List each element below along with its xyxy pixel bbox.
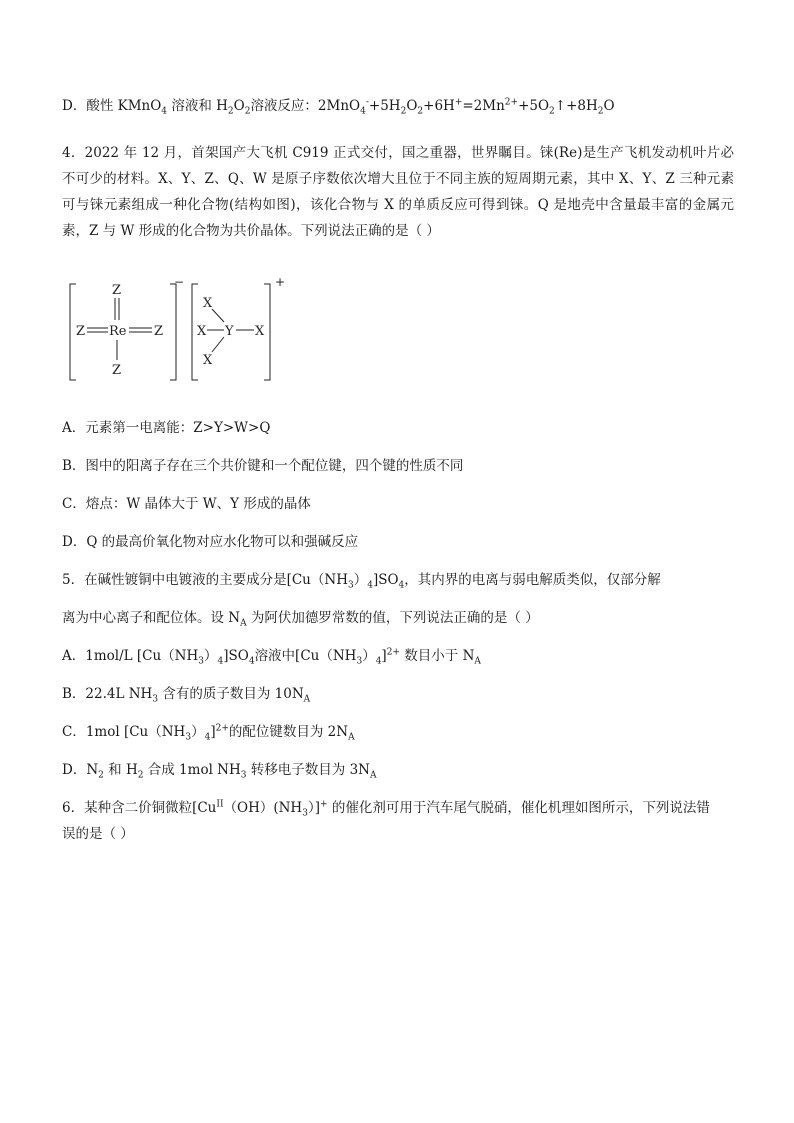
z-bottom: Z [112, 363, 122, 378]
re-center: Re [109, 324, 127, 339]
x-right: X [255, 324, 265, 339]
x-left: X [197, 324, 207, 339]
cation-charge: + [275, 275, 286, 289]
q5-option-c: C．1mol $[Cu(NH_3)_4]^{2+}$的配位键数目为 $2N_A$ [62, 723, 355, 743]
q5-option-a: A．1mol/L $[Cu(NH_3)_4]SO_4$溶液中$[Cu(NH_3)_4]^{2+}$ 数目小于 $N_A$ [62, 647, 481, 667]
y-center: Y [225, 324, 234, 339]
x-bottom: X [203, 353, 213, 368]
q5-option-b: B．22.4L $NH_3$ 含有的质子数目为 $10N_A$ [62, 686, 311, 705]
z-right: Z [154, 324, 164, 339]
z-top: Z [112, 283, 122, 298]
bond-xy-top [212, 309, 224, 322]
q6-stem-line2: 误的是（ ） [62, 826, 134, 842]
anion-bracket-right [170, 284, 176, 380]
q5-stem-line2: 离为中心离子和配位体。设 $N_A$ 为阿伏加德罗常数的值，下列说法正确的是（ ） [62, 610, 539, 629]
q4-stem: 4．2022 年 12 月，首架国产大飞机 C919 正式交付，国之重器，世界瞩目。铼(Re)是生产飞机发动机叶片必不可少的材料。X、Y、Z、Q、W 是原子序数依次增大且位于不同主族的短周期元素，其中 X、Y、Z 三种元素可与铼元素组成一种化合物(结构如图)，该化合物与 X 的单质反应可得到铼。Q 是地壳中含量最丰富的金属元素，Z 与 W 形成的化合物为共价晶体。下列说法正确的是（ ） [62, 145, 734, 239]
q4-option-a: A．元素第一电离能：Z>Y>W>Q [62, 420, 271, 436]
q3-option-d: D．酸性 KMnO$_4$ 溶液和 $H_2O_2$溶液反应：$2MnO_4^-+5H_2O_2+6H^+=2Mn^{2+}+5O_2↑+8H_2O$ [62, 97, 615, 117]
q4-option-d: D．Q 的最高价氧化物对应水化物可以和强碱反应 [62, 534, 359, 550]
q4-structure-diagram [62, 272, 302, 392]
anion-charge: − [174, 275, 185, 289]
q6-stem-line1: 6．某种含二价铜微粒$[Cu^{II}(OH)(NH_3)]^+$ 的催化剂可用于汽车尾气脱硝，催化机理如图所示，下列说法错 [62, 799, 710, 819]
q4-option-c: C．熔点：W 晶体大于 W、Y 形成的晶体 [62, 496, 311, 512]
q4-option-b: B．图中的阳离子存在三个共价键和一个配位键，四个键的性质不同 [62, 458, 464, 474]
bond-xy-bottom [212, 337, 224, 352]
q5-option-d: D．$N_2$ 和 $H_2$ 合成 1mol $NH_3$ 转移电子数目为 $3N_A$ [62, 762, 377, 781]
x-top: X [203, 296, 213, 311]
z-left: Z [76, 324, 86, 339]
cation-bracket-right [264, 284, 270, 380]
q5-stem-line1: 5．在碱性镀铜中电镀液的主要成分是$[Cu(NH_3)_4]SO_4$，其内界的电离与弱电解质类似，仅部分解 [62, 572, 661, 591]
